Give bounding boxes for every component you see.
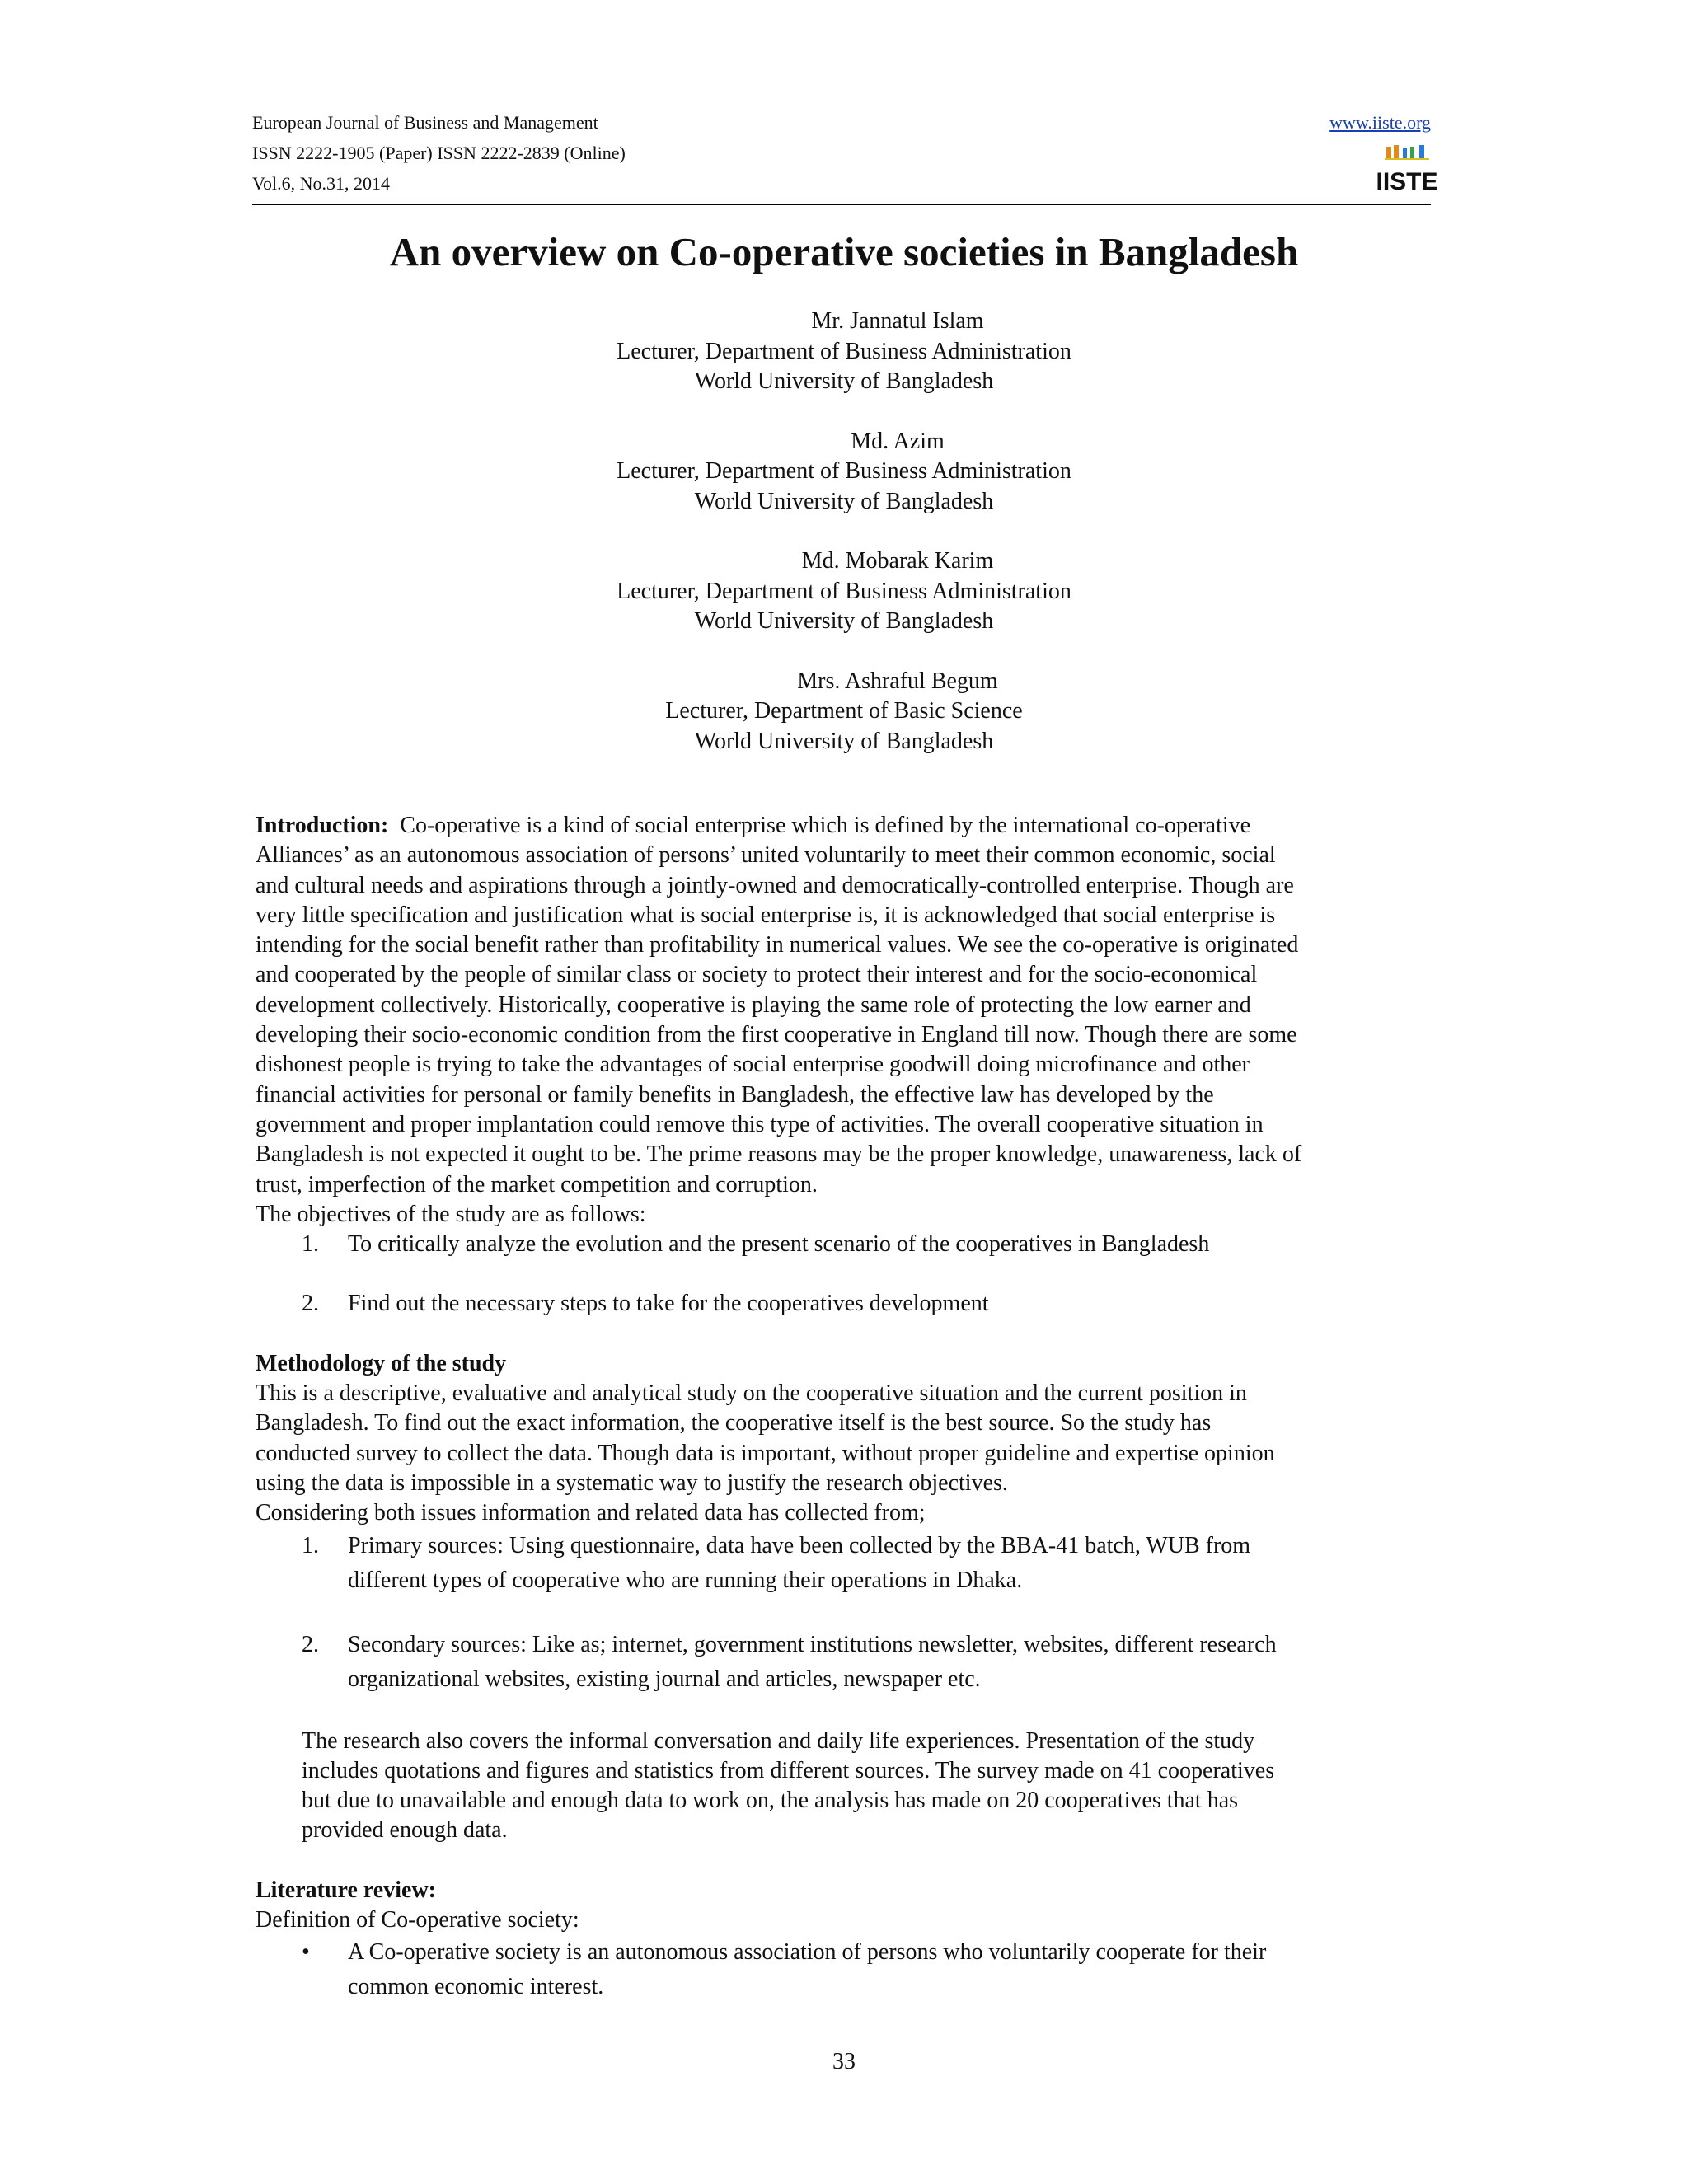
spacer (256, 1598, 1434, 1628)
methodology-heading: Methodology of the study (256, 1350, 507, 1376)
introduction-heading: Introduction: (256, 813, 389, 838)
methodology-line: Considering both issues information and related data has collected from; (256, 1500, 926, 1526)
page-number: 33 (832, 2049, 856, 2074)
journal-name: European Journal of Business and Management (252, 112, 598, 133)
journal-volume: Vol.6, No.31, 2014 (252, 173, 391, 194)
intro-line: government and proper implantation could remove this type of activities. The overall cooperative situation in (256, 1111, 1264, 1137)
author-institution: World University of Bangladesh (694, 608, 994, 634)
definition-text: A Co-operative society is an autonomous association of persons who voluntarily cooperate for their (348, 1939, 1267, 1966)
intro-line (256, 811, 1434, 841)
intro-line: financial activities for personal or family benefits in Bangladesh, the effective law has developed by the (256, 1081, 1214, 1108)
closing-line: The research also covers the informal conversation and daily life experiences. Presentation of the study (302, 1727, 1255, 1754)
intro-line: dishonest people is trying to take the advantages of social enterprise goodwill doing microfinance and other (256, 1052, 1250, 1078)
list-number: 1. (302, 1532, 319, 1558)
intro-line: Alliances’ as an autonomous association of persons’ united voluntarily to meet their common economic, social (256, 842, 1276, 869)
methodology-line: conducted survey to collect the data. Though data is important, without proper guideline and expertise opinion (256, 1440, 1275, 1466)
list-number: 2. (302, 1291, 319, 1317)
author-block (0, 546, 1688, 637)
literature-section (256, 1876, 1434, 2005)
author-list (0, 307, 1688, 786)
journal-header (252, 107, 1438, 199)
methodology-line: using the data is impossible in a systematic way to justify the research objectives. (256, 1469, 1008, 1496)
objective-item (256, 1230, 1434, 1259)
spacer (256, 1319, 1434, 1349)
intro-line: development collectively. Historically, cooperative is playing the same role of protecting the low earner and (256, 991, 1251, 1018)
closing-line: provided enough data. (302, 1817, 508, 1844)
journal-issn: ISSN 2222-1905 (Paper) ISSN 2222-2839 (Online) (252, 143, 626, 163)
methodology-closing (256, 1727, 1434, 1846)
objective-text: Find out the necessary steps to take for the cooperatives development (348, 1291, 989, 1317)
methodology-line: This is a descriptive, evaluative and analytical study on the cooperative situation and the current position in (256, 1380, 1247, 1407)
source-item (256, 1628, 1434, 1697)
source-text: Primary sources: Using questionnaire, data have been collected by the BBA-41 batch, WUB from (348, 1532, 1251, 1558)
definition-item (256, 1935, 1434, 2004)
author-institution: World University of Bangladesh (694, 728, 994, 754)
author-institution: World University of Bangladesh (694, 488, 994, 514)
sources-list (256, 1529, 1434, 1697)
objective-item (256, 1289, 1434, 1319)
intro-line: trust, imperfection of the market competition and corruption. (256, 1171, 818, 1197)
source-item (256, 1529, 1434, 1598)
definition-list (256, 1935, 1434, 2004)
author-position: Lecturer, Department of Basic Science (665, 698, 1023, 724)
author-position: Lecturer, Department of Business Administration (617, 578, 1071, 604)
intro-line: and cooperated by the people of similar class or society to protect their interest and for the socio-economical (256, 962, 1258, 988)
iiste-logo-icon (1376, 140, 1438, 198)
header-rule (252, 204, 1431, 205)
intro-line: very little specification and justification what is social enterprise is, it is acknowledged that social enterprise is (256, 902, 1276, 928)
intro-line: Bangladesh is not expected it ought to be. The prime reasons may be the proper knowledge, unawareness, lack of (256, 1141, 1302, 1168)
author-block (0, 427, 1688, 518)
bullet-icon: • (302, 1939, 310, 1966)
methodology-line: Bangladesh. To find out the exact information, the cooperative itself is the best source. So the study has (256, 1410, 1212, 1436)
objectives-list (256, 1230, 1434, 1319)
intro-text: Co-operative is a kind of social enterprise which is defined by the international co-operative (400, 813, 1251, 838)
intro-line: developing their socio-economic condition from the first cooperative in England till now. Though there are some (256, 1022, 1297, 1048)
intro-line: and cultural needs and aspirations through a jointly-owned and democratically-controlled enterprise. Though are (256, 872, 1294, 898)
author-name: Mr. Jannatul Islam (811, 308, 984, 334)
closing-line: but due to unavailable and enough data to work on, the analysis has made on 20 cooperatives that has (302, 1788, 1239, 1814)
logo-text: IISTE (1376, 168, 1438, 195)
list-number: 1. (302, 1231, 319, 1258)
source-text: Secondary sources: Like as; internet, government institutions newsletter, websites, different research (348, 1631, 1277, 1657)
author-block (0, 307, 1688, 397)
author-name: Mrs. Ashraful Begum (797, 668, 998, 694)
list-number: 2. (302, 1631, 319, 1657)
author-name: Md. Mobarak Karim (801, 548, 994, 574)
spacer (256, 1846, 1434, 1876)
definition-text: common economic interest. (348, 1974, 604, 2000)
intro-line: intending for the social benefit rather than profitability in numerical values. We see the co-operative is originated (256, 932, 1299, 958)
journal-website-link[interactable]: www.iiste.org (1329, 112, 1431, 133)
author-institution: World University of Bangladesh (694, 368, 994, 394)
author-block (0, 667, 1688, 757)
source-text: different types of cooperative who are running their operations in Dhaka. (348, 1567, 1023, 1593)
author-name: Md. Azim (851, 428, 945, 454)
literature-subheading: Definition of Co-operative society: (256, 1907, 579, 1933)
objectives-intro: The objectives of the study are as follows: (256, 1201, 646, 1227)
spacer (256, 1259, 1434, 1289)
methodology-section (256, 1349, 1434, 1846)
author-position: Lecturer, Department of Business Administration (617, 338, 1071, 364)
objective-text: To critically analyze the evolution and the present scenario of the cooperatives in Bangladesh (348, 1231, 1210, 1258)
author-position: Lecturer, Department of Business Administration (617, 458, 1071, 484)
paper-body (256, 811, 1434, 2004)
literature-heading: Literature review: (256, 1877, 436, 1903)
source-text: organizational websites, existing journal and articles, newspaper etc. (348, 1666, 981, 1692)
closing-line: includes quotations and figures and statistics from different sources. The survey made on 41 cooperatives (302, 1757, 1275, 1783)
spacer (256, 1697, 1434, 1727)
paper-title: An overview on Co-operative societies in Bangladesh (389, 229, 1299, 274)
introduction-section (256, 811, 1434, 1319)
